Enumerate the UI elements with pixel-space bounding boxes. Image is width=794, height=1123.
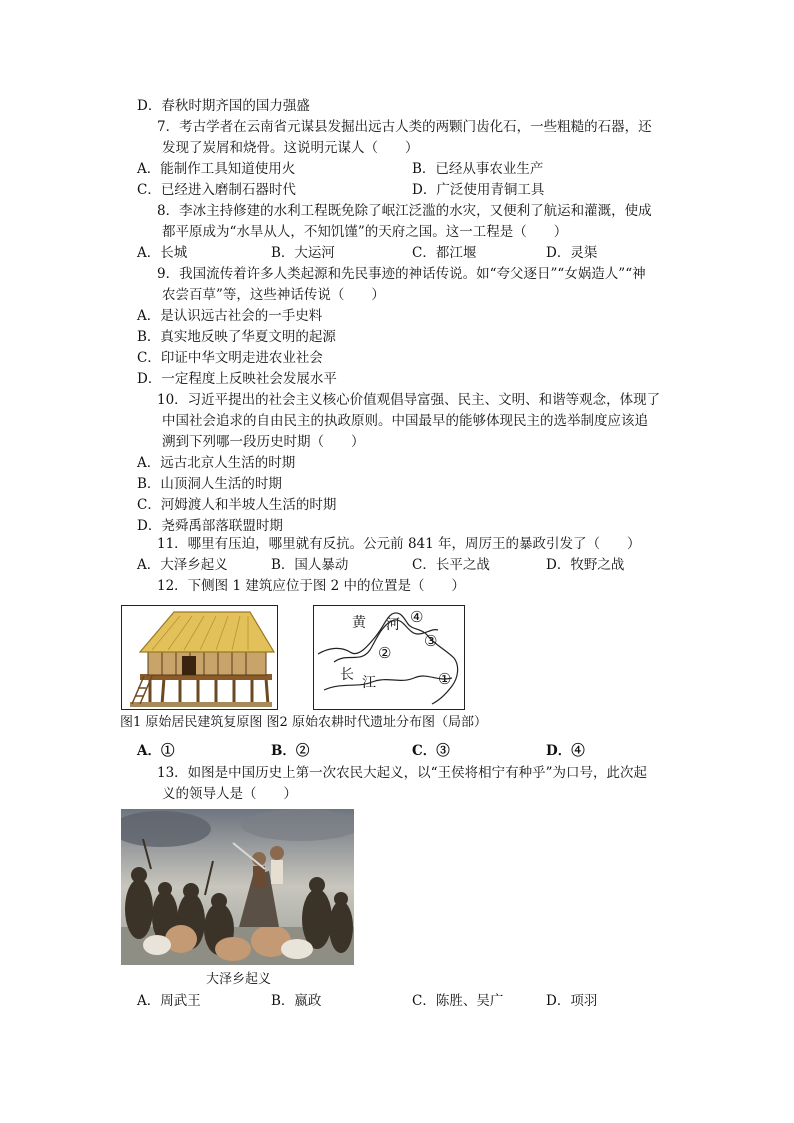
q11-stem-line1: 11．哪里有压迫，哪里就有反抗。公元前 841 年，周厉王的暴政引发了（ ） bbox=[157, 536, 641, 552]
q7-option-c: C．已经进入磨制石器时代 bbox=[137, 182, 296, 198]
figure1-stilt-house bbox=[121, 605, 278, 710]
q10-option-d: D．尧舜禹部落联盟时期 bbox=[137, 518, 283, 534]
q8-stem-line1: 8．李冰主持修建的水利工程既免除了岷江泛滥的水灾，又便利了航运和灌溉，使成 bbox=[157, 203, 652, 219]
q12-option-d: D．④ bbox=[546, 743, 585, 759]
map-label-chang: 长 bbox=[340, 667, 354, 683]
q10-option-c: C．河姆渡人和半坡人生活的时期 bbox=[137, 497, 337, 513]
q10-option-a: A．远古北京人生活的时期 bbox=[137, 455, 296, 471]
figure2-site-map bbox=[313, 605, 465, 710]
q8-option-c: C．都江堰 bbox=[412, 245, 477, 261]
q13-option-a: A．周武王 bbox=[137, 993, 201, 1009]
q8-stem-line2: 都平原成为“水旱从人，不知饥馑”的天府之国。这一工程是（ ） bbox=[162, 224, 568, 240]
map-marker-4: ④ bbox=[410, 608, 424, 626]
q10-option-b: B．山顶洞人生活的时期 bbox=[137, 476, 282, 492]
q12-figure-caption: 图1 原始居民建筑复原图 图2 原始农耕时代遗址分布图（局部） bbox=[120, 715, 487, 730]
q13-stem-line2: 义的领导人是（ ） bbox=[162, 786, 297, 802]
q8-option-a: A．长城 bbox=[137, 245, 188, 261]
dazexiang-uprising-painting bbox=[121, 809, 354, 965]
painting-caption: 大泽乡起义 bbox=[206, 972, 272, 987]
q7-option-a: A．能制作工具知道使用火 bbox=[137, 161, 296, 177]
q11-option-b: B．国人暴动 bbox=[271, 557, 349, 573]
q9-option-d: D．一定程度上反映社会发展水平 bbox=[137, 371, 337, 387]
q10-stem-line3: 溯到下列哪一段历史时期（ ） bbox=[162, 434, 365, 450]
q13-option-c: C．陈胜、吴广 bbox=[412, 993, 504, 1009]
q11-option-a: A．大泽乡起义 bbox=[137, 557, 228, 573]
q13-option-b: B．嬴政 bbox=[271, 993, 322, 1009]
q11-option-d: D．牧野之战 bbox=[546, 557, 625, 573]
q8-option-d: D．灵渠 bbox=[546, 245, 598, 261]
q9-stem-line1: 9．我国流传着许多人类起源和先民事迹的神话传说。如“夸父逐日”“女娲造人”“神 bbox=[157, 266, 646, 282]
stilt-house-illustration bbox=[122, 606, 277, 709]
map-label-he: 河 bbox=[386, 617, 400, 633]
map-label-jiang: 江 bbox=[362, 675, 376, 691]
map-label-huang: 黄 bbox=[352, 615, 366, 631]
q8-option-b: B．大运河 bbox=[271, 245, 335, 261]
q9-stem-line2: 农尝百草”等，这些神话传说（ ） bbox=[162, 287, 385, 303]
q7-option-d: D．广泛使用青铜工具 bbox=[412, 182, 545, 198]
q12-option-c: C．③ bbox=[412, 743, 450, 759]
uprising-painting-image bbox=[121, 809, 354, 965]
map-marker-3: ③ bbox=[424, 632, 438, 650]
q12-option-a: A．① bbox=[137, 743, 175, 759]
q7-stem-line2: 发现了炭屑和烧骨。这说明元谋人（ ） bbox=[162, 140, 419, 156]
q11-option-c: C．长平之战 bbox=[412, 557, 490, 573]
q10-stem-line2: 中国社会追求的自由民主的执政原则。中国最早的能够体现民主的选举制度应该追 bbox=[162, 413, 648, 429]
q12-option-b: B．② bbox=[271, 743, 310, 759]
q7-stem-line1: 7．考古学者在云南省元谋县发掘出远古人类的两颗门齿化石，一些粗糙的石器，还 bbox=[157, 119, 652, 135]
q10-stem-line1: 10．习近平提出的社会主义核心价值观倡导富强、民主、文明、和谐等观念，体现了 bbox=[157, 392, 661, 408]
q7-option-b: B．已经从事农业生产 bbox=[412, 161, 544, 177]
map-marker-2: ② bbox=[378, 644, 392, 662]
map-marker-1: ① bbox=[438, 670, 452, 688]
q13-option-d: D．项羽 bbox=[546, 993, 598, 1009]
q6-option-d: D．春秋时期齐国的国力强盛 bbox=[137, 98, 310, 114]
q13-stem-line1: 13．如图是中国历史上第一次农民大起义，以“王侯将相宁有种乎”为口号，此次起 bbox=[157, 765, 647, 781]
q12-stem-line1: 12．下侧图 1 建筑应位于图 2 中的位置是（ ） bbox=[157, 578, 466, 594]
q9-option-a: A．是认识远古社会的一手史料 bbox=[137, 308, 323, 324]
q9-option-c: C．印证中华文明走进农业社会 bbox=[137, 350, 323, 366]
q9-option-b: B．真实地反映了华夏文明的起源 bbox=[137, 329, 336, 345]
